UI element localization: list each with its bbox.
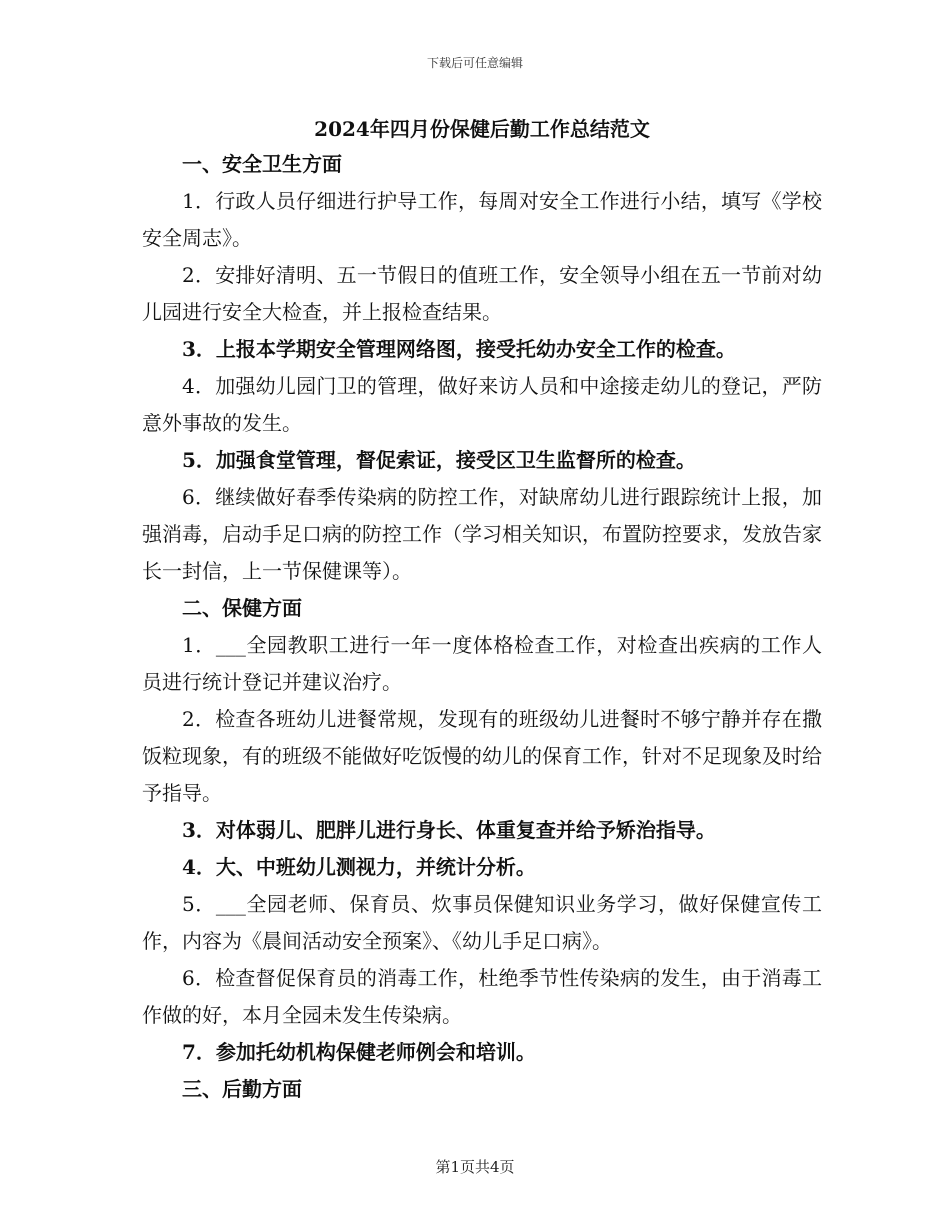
paragraph: 3．上报本学期安全管理网络图，接受托幼办安全工作的检查。 bbox=[182, 337, 736, 361]
paragraph: 6．检查督促保育员的消毒工作，杜绝季节性传染病的发生，由于消毒工作做的好，本月全园未发生传染病。 bbox=[142, 966, 822, 1027]
paragraph: 5．___全园老师、保育员、炊事员保健知识业务学习，做好保健宣传工作，内容为《晨间活动安全预案》、《幼儿手足口病》。 bbox=[142, 892, 822, 953]
paragraph: 4．大、中班幼儿测视力，并统计分析。 bbox=[182, 855, 536, 879]
paragraph: 2．检查各班幼儿进餐常规，发现有的班级幼儿进餐时不够宁静并存在撒饭粒现象，有的班级不能做好吃饭慢的幼儿的保育工作，针对不足现象及时给予指导。 bbox=[142, 707, 822, 805]
paragraph: 4．加强幼儿园门卫的管理，做好来访人员和中途接走幼儿的登记，严防意外事故的发生。 bbox=[142, 374, 822, 435]
paragraph-list bbox=[142, 146, 822, 1108]
paragraph: 1．___全园教职工进行一年一度体格检查工作，对检查出疾病的工作人员进行统计登记并建议治疗。 bbox=[142, 633, 822, 694]
page-footer: 第1页共4页 bbox=[435, 1158, 515, 1176]
paragraph: 6．继续做好春季传染病的防控工作，对缺席幼儿进行跟踪统计上报，加强消毒，启动手足口病的防控工作（学习相关知识，布置防控要求，发放告家长一封信，上一节保健课等）。 bbox=[142, 485, 822, 583]
section-heading: 二、保健方面 bbox=[182, 596, 302, 620]
document-body bbox=[142, 112, 822, 1108]
paragraph: 3．对体弱儿、肥胖儿进行身长、体重复查并给予矫治指导。 bbox=[182, 818, 716, 842]
page-header: 下载后可任意编辑 bbox=[426, 56, 523, 70]
paragraph: 2．安排好清明、五一节假日的值班工作，安全领导小组在五一节前对幼儿园进行安全大检查，并上报检查结果。 bbox=[142, 263, 822, 324]
section-heading: 一、安全卫生方面 bbox=[182, 152, 342, 176]
section-heading: 三、后勤方面 bbox=[182, 1077, 302, 1101]
paragraph: 7．参加托幼机构保健老师例会和培训。 bbox=[182, 1040, 536, 1064]
paragraph: 1．行政人员仔细进行护导工作，每周对安全工作进行小结，填写《学校安全周志》。 bbox=[142, 189, 822, 250]
paragraph: 5．加强食堂管理，督促索证，接受区卫生监督所的检查。 bbox=[182, 448, 696, 472]
document-title: 2024年四月份保健后勤工作总结范文 bbox=[314, 117, 650, 141]
